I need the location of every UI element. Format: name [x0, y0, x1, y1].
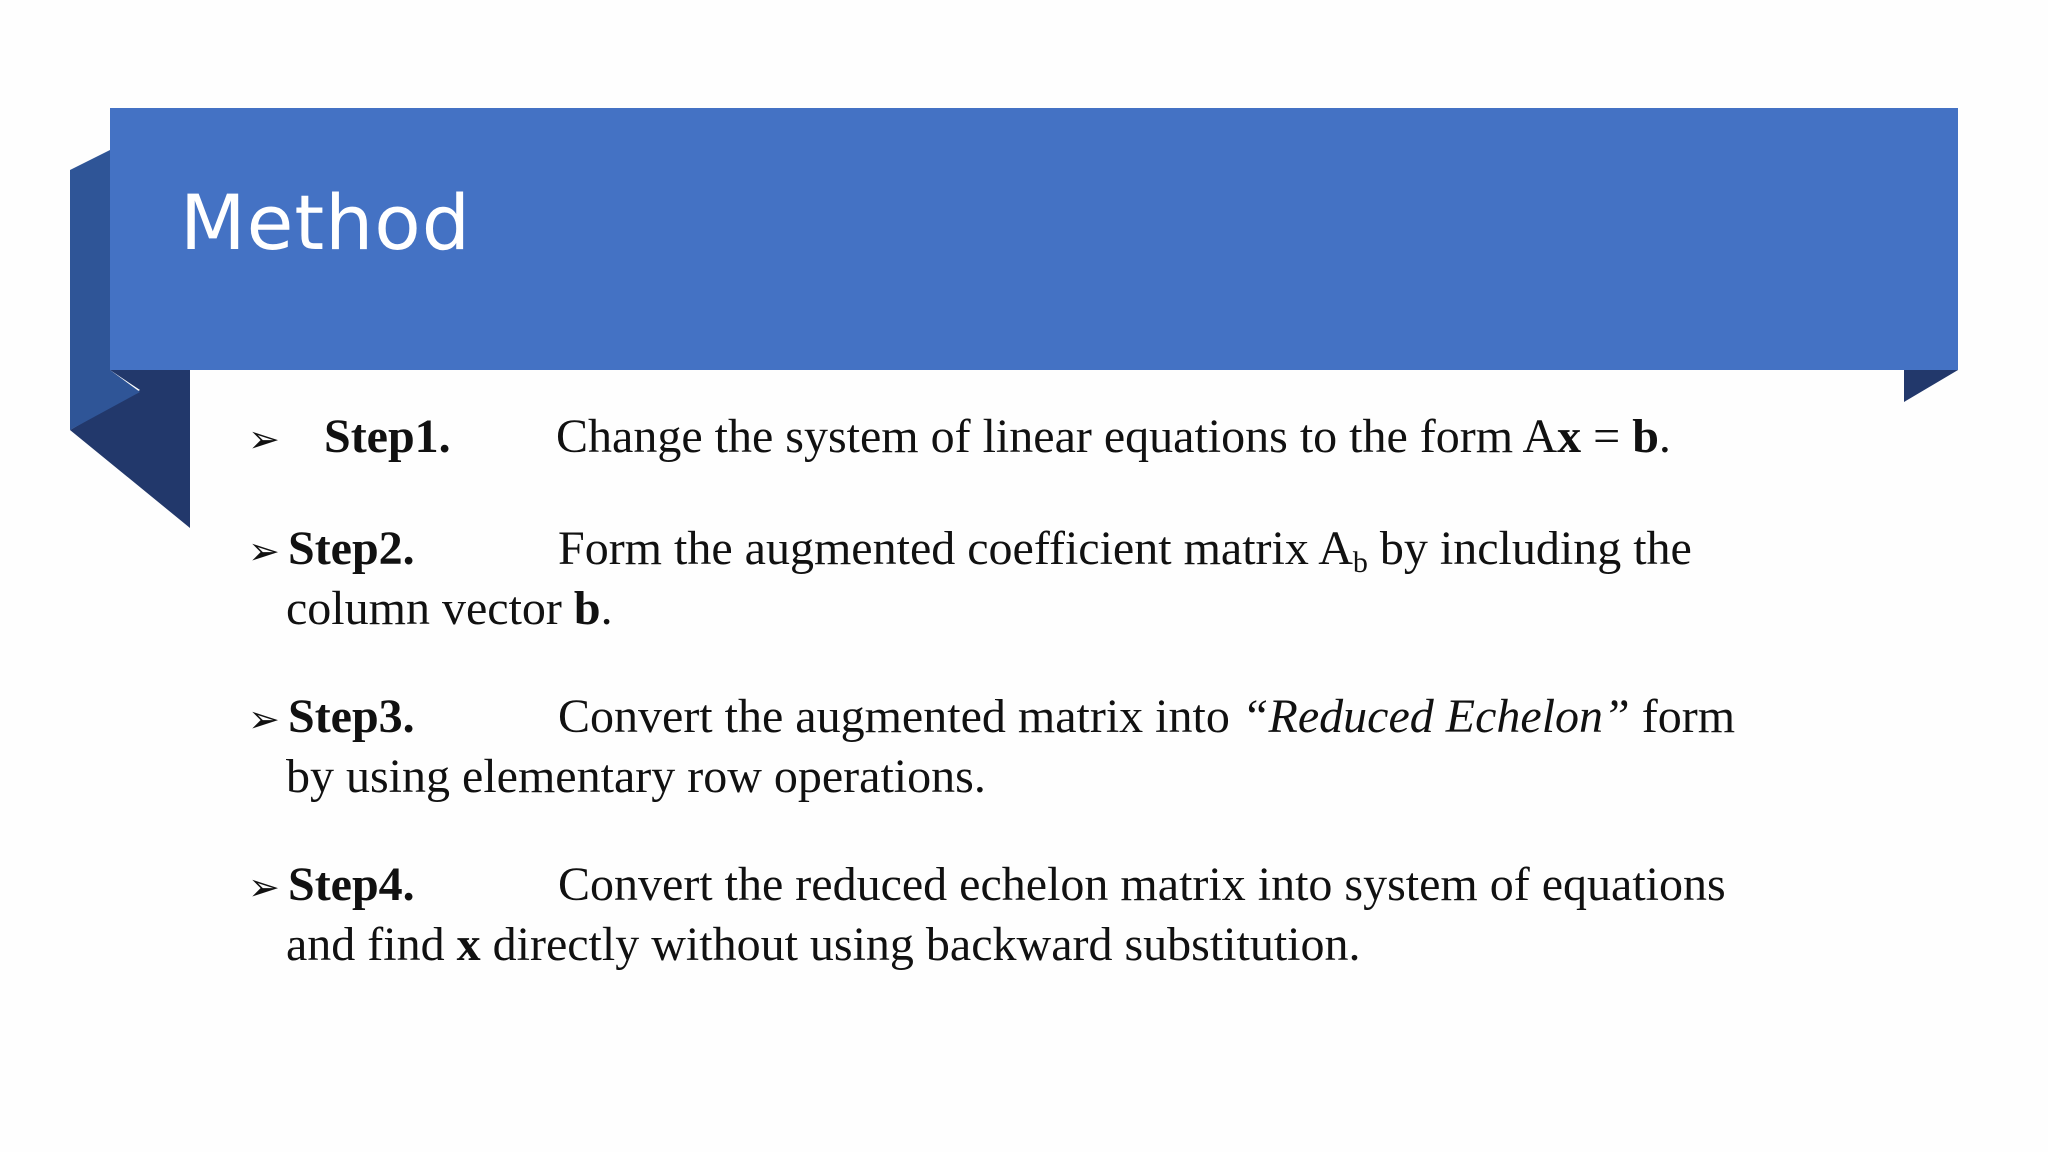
bullet-arrow-icon: ➢: [248, 529, 280, 573]
slide-title: Method: [180, 178, 472, 267]
step-1-text: Change the system of linear equations to the form Ax = b.: [556, 410, 1671, 463]
banner-right-fold: [1904, 370, 1958, 402]
step-1-label: Step1.: [324, 410, 451, 463]
step-2-label: Step2.: [288, 522, 415, 575]
step-4-label: Step4.: [288, 858, 415, 911]
bullet-arrow-icon: ➢: [248, 697, 280, 741]
step-3-text: Convert the augmented matrix into “Reduced Echelon” form: [558, 690, 1736, 743]
bullet-arrow-icon: ➢: [248, 865, 280, 909]
step-4-continuation: and find x directly without using backward substitution.: [286, 918, 1361, 971]
bullet-arrow-icon: ➢: [248, 417, 280, 461]
step-2: [248, 520, 1868, 637]
step-3-continuation: by using elementary row operations.: [286, 750, 986, 803]
step-4-text: Convert the reduced echelon matrix into system of equations: [558, 858, 1726, 911]
step-3-label: Step3.: [288, 690, 415, 743]
step-1: [248, 408, 1868, 468]
step-2-continuation: column vector b.: [286, 582, 613, 635]
step-3: [248, 688, 1868, 805]
step-4: [248, 856, 1868, 973]
step-2-text: Form the augmented coefficient matrix $A_b$ by including the: [558, 522, 1692, 579]
